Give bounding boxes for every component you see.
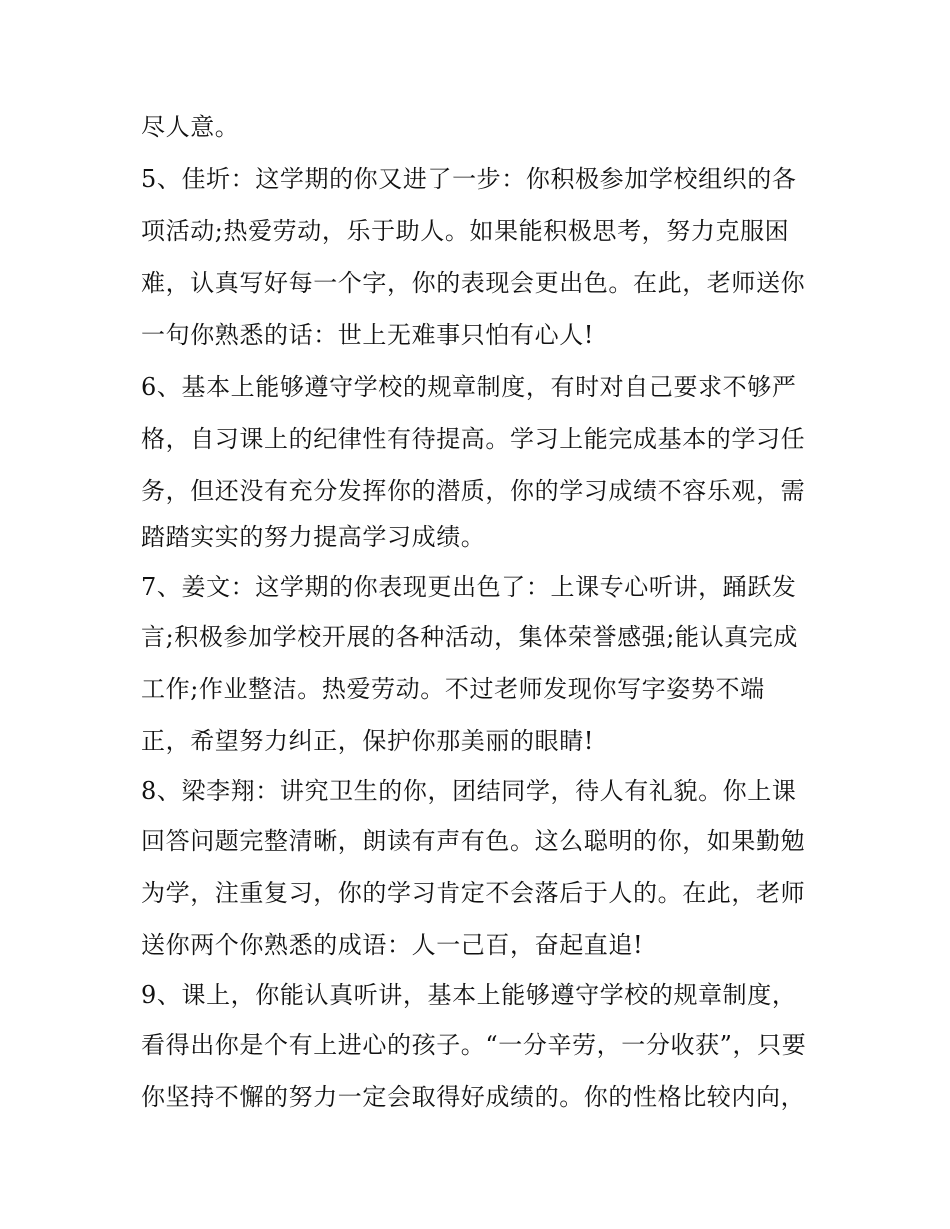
text-line: 踏踏实实的努力提高学习成绩。 xyxy=(141,523,486,551)
text-line: 6、基本上能够遵守学校的规章制度，有时对自己要求不够严 xyxy=(141,373,797,401)
text-line: 送你两个你熟悉的成语：人一己百，奋起直追! xyxy=(141,931,644,959)
text-line: 7、姜文：这学期的你表现更出色了：上课专心听讲，踊跃发 xyxy=(141,573,797,601)
text-line: 务，但还没有充分发挥你的潜质，你的学习成绩不容乐观，需 xyxy=(141,477,806,505)
text-line: 格，自习课上的纪律性有待提高。学习上能完成基本的学习任 xyxy=(141,425,806,453)
text-line: 工作;作业整洁。热爱劳动。不过老师发现你写字姿势不端 xyxy=(141,675,765,703)
text-line: 回答问题完整清晰，朗读有声有色。这么聪明的你，如果勤勉 xyxy=(141,827,806,855)
text-line: 5、佳圻：这学期的你又进了一步：你积极参加学校组织的各 xyxy=(141,165,797,193)
text-line: 难，认真写好每一个字，你的表现会更出色。在此，老师送你 xyxy=(141,269,806,297)
text-line: 9、课上，你能认真听讲，基本上能够遵守学校的规章制度， xyxy=(141,981,797,1009)
text-line: 为学，注重复习，你的学习肯定不会落后于人的。在此，老师 xyxy=(141,879,806,907)
text-line: 项活动;热爱劳动，乐于助人。如果能积极思考，努力克服困 xyxy=(141,217,790,245)
text-line: 一句你熟悉的话：世上无难事只怕有心人! xyxy=(141,321,595,349)
text-line: 你坚持不懈的努力一定会取得好成绩的。你的性格比较内向， xyxy=(141,1083,806,1111)
text-line: 尽人意。 xyxy=(141,113,240,141)
text-line: 看得出你是个有上进心的孩子。“一分辛劳，一分收获”，只要 xyxy=(141,1031,807,1059)
text-line: 正，希望努力纠正，保护你那美丽的眼睛! xyxy=(141,727,595,755)
text-line: 8、梁李翔：讲究卫生的你，团结同学，待人有礼貌。你上课 xyxy=(141,777,797,805)
text-line: 言;积极参加学校开展的各种活动，集体荣誉感强;能认真完成 xyxy=(141,623,798,651)
